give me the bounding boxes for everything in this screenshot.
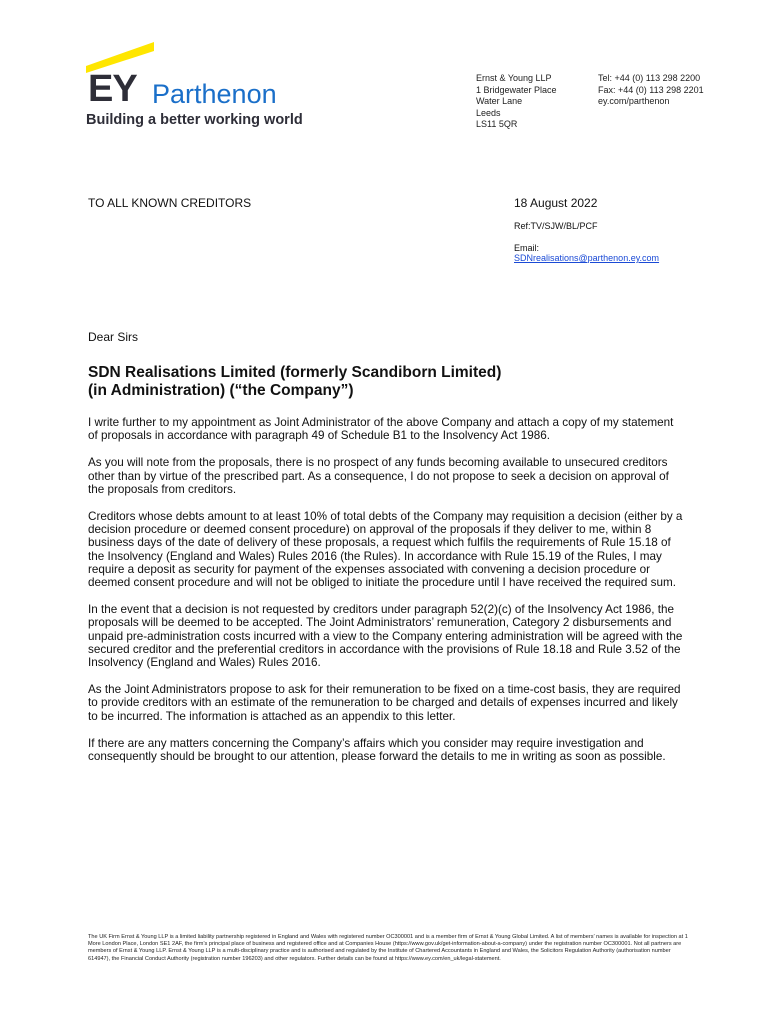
letter-heading	[88, 364, 688, 400]
body-paragraph: Creditors whose debts amount to at least 10% of total debts of the Company may requisition a decision (either by a decision procedure or deemed consent procedure) on approval of the proposals if they deliver to me, within 8 business days of the date of delivery of these proposals, a request which fulfils the requirements of Rule 15.18 of the Insolvency (England and Wales) Rules 2016 (the Rules). In accordance with Rule 15.19 of the Rules, I may require a deposit as security for payment of the expenses associated with convening a decision procedure or deemed consent procedure and will not be obliged to initiate the procedure until I have received the required sum.	[88, 510, 683, 590]
body-paragraph: I write further to my appointment as Joint Administrator of the above Company and attach a copy of my statement of proposals in accordance with paragraph 49 of Schedule B1 to the Insolvency Act 1986.	[88, 416, 674, 443]
body-paragraph: If there are any matters concerning the Company’s affairs which you consider may require investigation and consequently should be brought to our attention, please forward the details to me in writing as soon as possible.	[88, 736, 666, 764]
letter-body	[88, 416, 686, 777]
address-line: Water Lane	[476, 96, 523, 107]
email-link[interactable]: SDNrealisations@parthenon.ey.com	[514, 253, 660, 263]
body-paragraph: In the event that a decision is not requested by creditors under paragraph 52(2)(c) of the Insolvency Act 1986, the proposals will be deemed to be accepted. The Joint Administrators’ remuneration, Category 2 disbursements and unpaid pre-administration costs incurred with a view to the Company entering administration will be agreed with the secured creditor and the preferential creditors in accordance with the provisions of Rule 18.18 and Rule 3.52 of the Insolvency (England and Wales) Rules 2016.	[88, 603, 683, 670]
address-line: Ernst & Young LLP	[476, 73, 552, 83]
address-line: Leeds	[476, 107, 501, 118]
sender-contact	[598, 73, 704, 108]
email-label: Email:	[514, 243, 540, 253]
ey-parthenon-logo	[86, 42, 326, 134]
letter-date: 18 August 2022	[514, 196, 598, 210]
contact-fax: Fax: +44 (0) 113 298 2201	[598, 84, 704, 95]
heading-line-1: SDN Realisations Limited (formerly Scandiborn Limited)	[88, 364, 502, 381]
salutation: Dear Sirs	[88, 330, 139, 344]
reference: Ref:TV/SJW/BL/PCF	[514, 221, 598, 231]
heading-line-2: (in Administration) (“the Company”)	[88, 382, 354, 399]
contact-web: ey.com/parthenon	[598, 96, 670, 107]
body-paragraph: As you will note from the proposals, there is no prospect of any funds becoming available to unsecured creditors other than by virtue of the prescribed part. As a consequence, I do not propose to seek a decision on approval of the proposals from creditors.	[88, 456, 669, 496]
logo-tagline: Building a better working world	[86, 112, 303, 128]
body-paragraph: As the Joint Administrators propose to ask for their remuneration to be fixed on a time-cost basis, they are required to provide creditors with an estimate of the remuneration to be charged and details of expenses incurred and likely to be incurred. The information is attached as an appendix to this letter.	[88, 683, 681, 723]
legal-footer: The UK Firm Ernst & Young LLP is a limited liability partnership registered in England and Wales with registered number OC300001 and is a member firm of Ernst & Young Global Limited. A list of members’ names is available for inspection at 1 More London Place, London SE1 2AF, the firm’s principal place of business and registered office and at Companies House (https://www.gov.uk/get-information-about-a-company) under the registration number OC300001. Not all partners are members of Ernst & Young LLP. Ernst & Young LLP is a multi-disciplinary practice and is authorised and regulated by the Institute of Chartered Accountants in England and Wales, the Solicitors Regulation Authority (authorisation number 614947), the Financial Conduct Authority (registration number 196203) and other regulators. Further details can be found at https://www.ey.com/en_uk/legal-statement.	[88, 934, 688, 962]
logo-brand: Parthenon	[152, 79, 277, 109]
address-line: 1 Bridgewater Place	[476, 84, 557, 95]
logo-mark: EY	[88, 68, 137, 110]
recipient: TO ALL KNOWN CREDITORS	[88, 196, 252, 210]
contact-tel: Tel: +44 (0) 113 298 2200	[598, 73, 701, 83]
address-line: LS11 5QR	[476, 119, 518, 130]
sender-address	[476, 73, 557, 131]
